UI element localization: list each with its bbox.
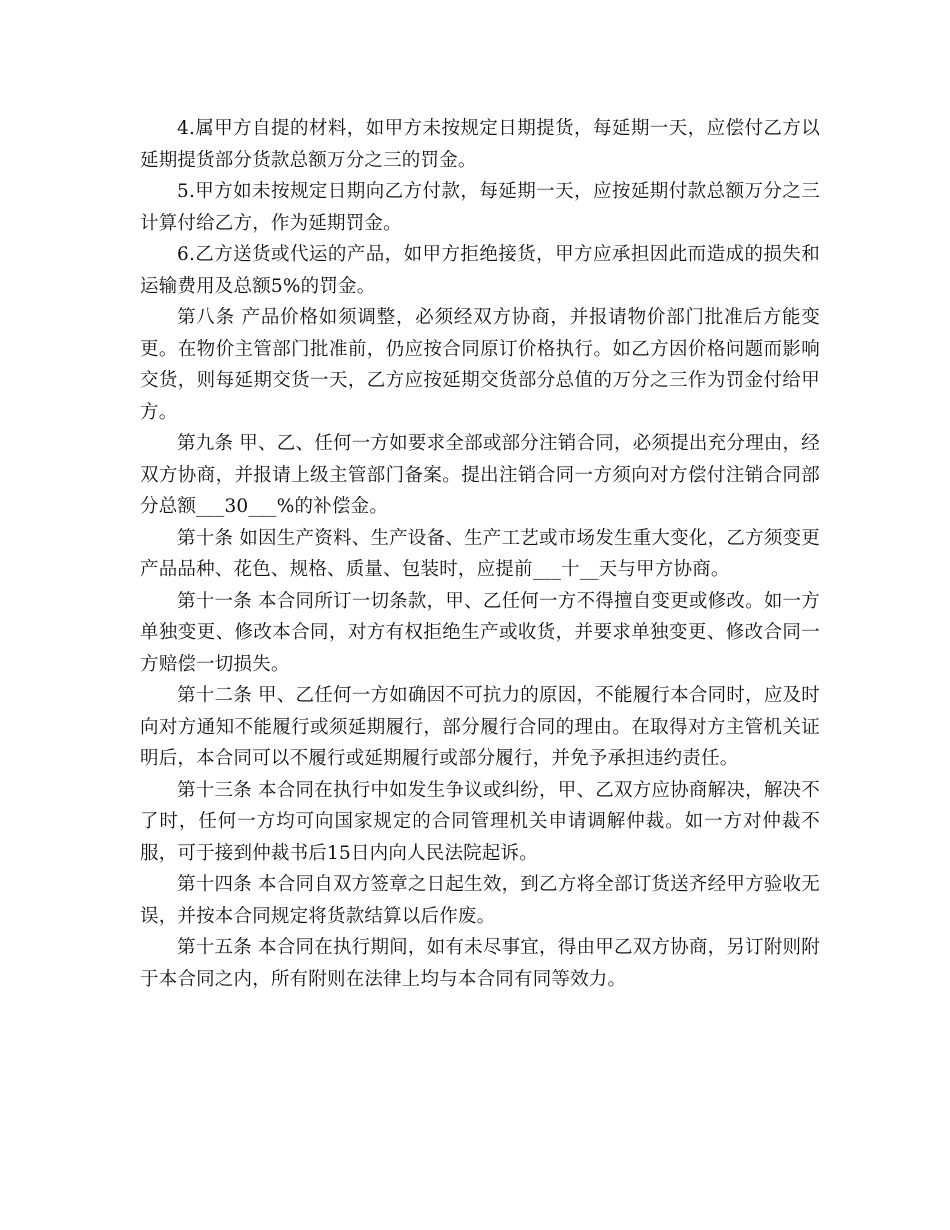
document-page <box>140 113 820 995</box>
article-10-text: 第十条 如因生产资料、生产设备、生产工艺或市场发生重大变化，乙方须变更产品品种、花色、规格、质量、包装时，应提前 <box>140 527 820 580</box>
article-8: 第八条 产品价格如须调整，必须经双方协商，并报请物价部门批准后方能变更。在物价主管部门批准前，仍应按合同原订价格执行。如乙方因价格问题而影响交货，则每延期交货一天，乙方应按延期交货部分总值的万分之三作为罚金付给甲方。 <box>140 307 820 423</box>
article-15: 第十五条 本合同在执行期间，如有未尽事宜，得由甲乙双方协商，另订附则附于本合同之内，所有附则在法律上均与本合同有同等效力。 <box>140 937 820 990</box>
clause-item-6: 6.乙方送货或代运的产品，如甲方拒绝接货，甲方应承担因此而造成的损失和运输费用及总额5%的罚金。 <box>140 244 820 297</box>
article-12: 第十二条 甲、乙任何一方如确因不可抗力的原因，不能履行本合同时，应及时向对方通知不能履行或须延期履行，部分履行合同的理由。在取得对方主管机关证明后，本合同可以不履行或延期履行或部分履行，并免予承担违约责任。 <box>140 685 820 769</box>
article-9-text-end: %的补偿金。 <box>276 496 389 517</box>
notice-days-blank: ___十__ <box>532 559 599 580</box>
article-14: 第十四条 本合同自双方签章之日起生效，到乙方将全部订货送齐经甲方验收无误，并按本合同规定将货款结算以后作废。 <box>140 874 820 927</box>
article-10-text-end: 天与甲方协商。 <box>598 559 730 580</box>
article-13: 第十三条 本合同在执行中如发生争议或纠纷，甲、乙双方应协商解决，解决不了时，任何一方均可向国家规定的合同管理机关申请调解仲裁。如一方对仲裁不服，可于接到仲裁书后15日内向人民法院起诉。 <box>140 779 820 864</box>
article-11: 第十一条 本合同所订一切条款，甲、乙任何一方不得擅自变更或修改。如一方单独变更、修改本合同，对方有权拒绝生产或收货，并要求单独变更、修改合同一方赔偿一切损失。 <box>140 590 820 675</box>
article-9 <box>140 428 820 523</box>
article-9-text: 第九条 甲、乙、任何一方如要求全部或部分注销合同，必须提出充分理由，经双方协商，并报请上级主管部门备案。提出注销合同一方须向对方偿付注销合同部分总额 <box>140 433 820 517</box>
clause-item-4: 4.属甲方自提的材料，如甲方未按规定日期提货，每延期一天，应偿付乙方以延期提货部分货款总额万分之三的罚金。 <box>140 118 820 171</box>
compensation-percent-blank: ___30___ <box>196 496 277 517</box>
article-10 <box>140 523 820 586</box>
clause-item-5: 5.甲方如未按规定日期向乙方付款，每延期一天，应按延期付款总额万分之三计算付给乙方，作为延期罚金。 <box>140 181 820 234</box>
